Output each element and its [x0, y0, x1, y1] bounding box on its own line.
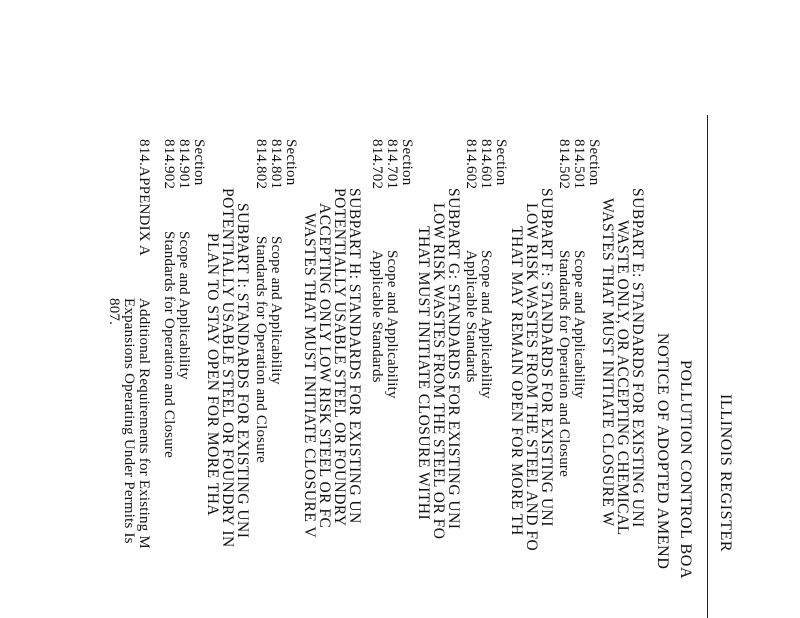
subpart-g-section-number: 814.701: [384, 139, 400, 190]
subpart-g-section-title: Applicable Standards: [369, 250, 385, 383]
subpart-i-section-heading: Section: [191, 139, 207, 186]
subpart-i-section-number: 814.902: [161, 139, 177, 190]
subpart-e-line-2: WASTE ONLY, OR ACCEPTING CHEMICAL: [614, 220, 631, 536]
subpart-f-section-title: Applicable Standards: [463, 250, 479, 383]
subpart-f-section-number: 814.602: [463, 139, 479, 190]
subpart-h-line-2: POTENTIALLY USABLE STEEL OR FOUNDRY: [331, 188, 348, 527]
subpart-f-line-1: SUBPART F: STANDARDS FOR EXISTING UNI: [538, 188, 555, 527]
subpart-h-line-3: ACCEPTING ONLY LOW RISK STEEL OR FC: [316, 203, 333, 529]
subpart-e-section-number: 814.502: [556, 139, 572, 190]
appendix-line-1: Additional Requirements for Existing M: [136, 298, 152, 549]
subpart-g-section-number: 814.702: [369, 139, 385, 190]
subpart-f-section-heading: Section: [493, 139, 509, 186]
subpart-h-section-title: Standards for Operation and Closure: [253, 236, 269, 463]
appendix-line-3: 807.: [106, 298, 122, 326]
subpart-g-section-heading: Section: [399, 139, 415, 186]
subpart-h-section-title: Scope and Applicability: [268, 236, 284, 385]
subpart-h-line-1: SUBPART H: STANDARDS FOR EXISTING UN: [346, 188, 363, 524]
subpart-i-line-3: PLAN TO STAY OPEN FOR MORE THA: [204, 233, 221, 517]
subpart-h-section-heading: Section: [283, 139, 299, 186]
subpart-e-line-1: SUBPART E: STANDARDS FOR EXISTING UNI: [629, 188, 646, 528]
subpart-h-section-number: 814.801: [268, 139, 284, 190]
subpart-e-section-title: Standards for Operation and Closure: [556, 250, 572, 477]
header-rule: [707, 115, 708, 618]
subpart-h-section-number: 814.802: [253, 139, 269, 190]
subpart-e-section-title: Scope and Applicability: [571, 250, 587, 399]
subpart-i-section-title: Scope and Applicability: [176, 231, 192, 380]
subpart-g-section-title: Scope and Applicability: [384, 250, 400, 399]
subpart-f-line-3: THAT MAY REMAIN OPEN FOR MORE TH: [508, 226, 525, 536]
subpart-e-section-number: 814.501: [571, 139, 587, 190]
register-title: ILLINOIS REGISTER: [717, 394, 734, 553]
subpart-f-section-number: 814.601: [478, 139, 494, 190]
subpart-g-line-1: SUBPART G: STANDARDS FOR EXISTING UNI: [445, 188, 462, 530]
subpart-g-line-2: LOW RISK WASTES FROM THE STEEL OR FO: [430, 203, 447, 540]
subpart-f-section-title: Scope and Applicability: [478, 250, 494, 399]
subpart-i-section-title: Standards for Operation and Closure: [161, 231, 177, 458]
subpart-g-line-3: THAT MUST INITIATE CLOSURE WITHI: [415, 226, 432, 521]
appendix-label: 814.APPENDIX A: [136, 139, 152, 256]
subpart-i-line-2: POTENTIALLY USABLE STEEL OR FOUNDRY IN: [219, 188, 236, 548]
appendix-line-2: Expansions Operating Under Permits Is: [121, 298, 137, 544]
subpart-e-line-3: WASTES THAT MUST INITIATE CLOSURE W: [599, 198, 616, 527]
subpart-i-line-1: SUBPART I: STANDARDS FOR EXISTING UNI: [234, 203, 251, 539]
subpart-i-section-number: 814.901: [176, 139, 192, 190]
subpart-h-line-4: WASTES THAT MUST INITIATE CLOSURE V: [301, 213, 318, 539]
board-title: POLLUTION CONTROL BOA: [677, 360, 694, 580]
subpart-f-line-2: LOW RISK WASTES FROM THE STEEL AND FO: [523, 203, 540, 552]
notice-title: NOTICE OF ADOPTED AMEND: [654, 333, 671, 570]
subpart-e-section-heading: Section: [586, 139, 602, 186]
